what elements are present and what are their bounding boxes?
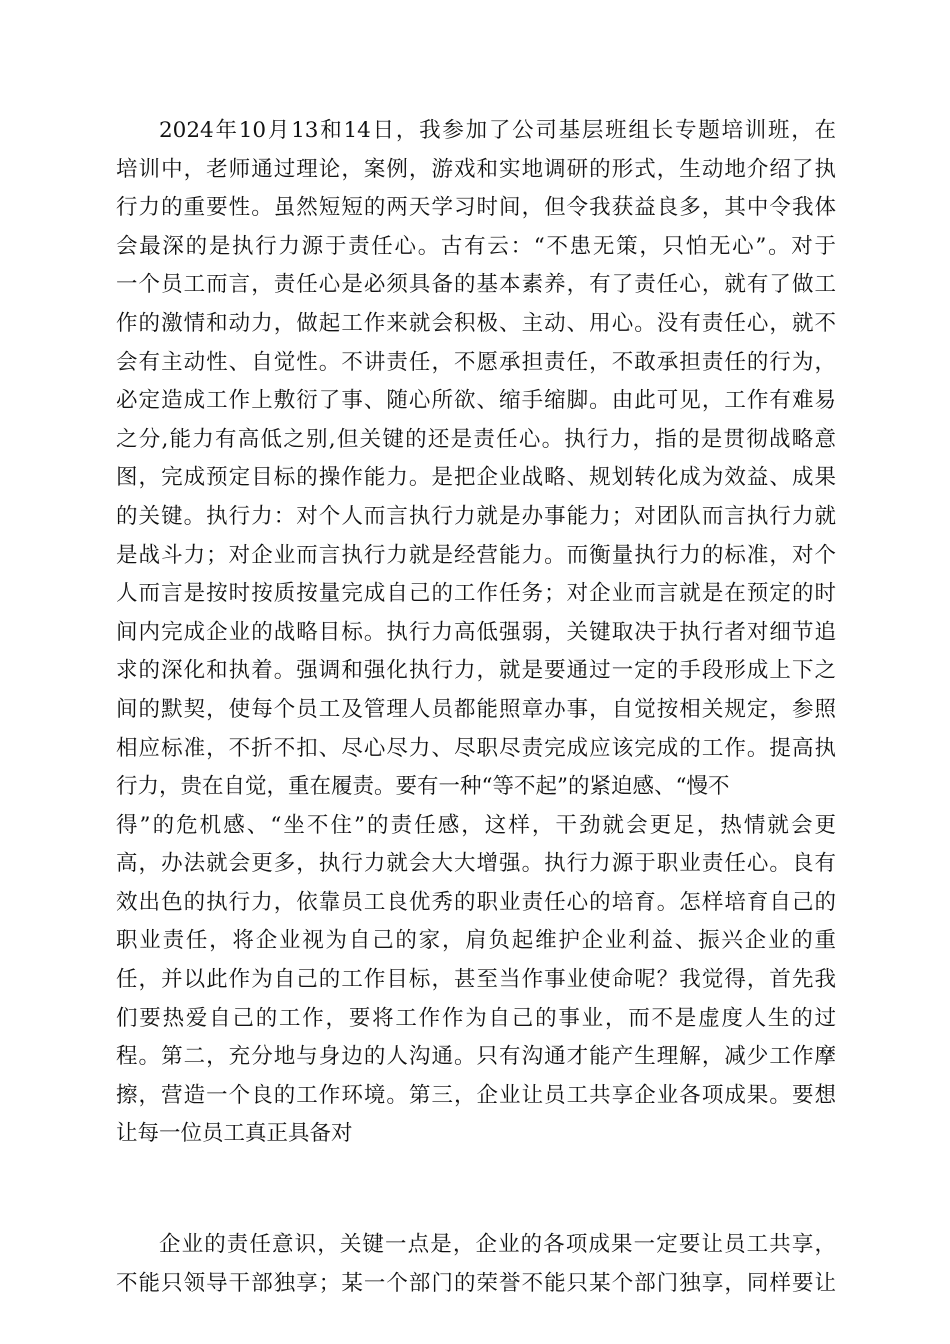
text-line: 擦，营造一个良的工作环境。第三，企业让员工共享企业各项成果。要想 — [116, 1082, 836, 1108]
text-line: 行力，贵在自觉，重在履责。要有一种“等不起”的紧迫感、“慢不 — [116, 774, 730, 800]
text-line: 职业责任，将企业视为自己的家，肩负起维护企业利益、振兴企业的重 — [116, 928, 836, 954]
text-line: 让每一位员工真正具备对 — [116, 1121, 353, 1147]
text-line: 高，办法就会更多，执行力就会大大增强。执行力源于职业责任心。良有 — [116, 851, 836, 877]
text-line: 任，并以此作为自己的工作目标，甚至当作事业使命呢？我觉得，首先我 — [116, 967, 836, 993]
text-line: 的关键。执行力：对个人而言执行力就是办事能力；对团队而言执行力就 — [116, 503, 836, 529]
text-line: 间内完成企业的战略目标。执行力高低强弱，关键取决于执行者对细节追 — [116, 619, 836, 645]
text-line: 间的默契，使每个员工及管理人员都能照章办事，自觉按相关规定，参照 — [116, 696, 836, 722]
text-line: 之分,能力有高低之别,但关键的还是责任心。执行力，指的是贯彻战略意 — [116, 426, 836, 452]
text-line: 会最深的是执行力源于责任心。古有云：“不患无策，只怕无心”。对于 — [116, 233, 836, 259]
text-line: 得”的危机感、“坐不住”的责任感，这样，干劲就会更足，热情就会更 — [116, 812, 836, 838]
paragraph-1 — [116, 112, 836, 1154]
text-line: 人而言是按时按质按量完成自己的工作任务；对企业而言就是在预定的时 — [116, 581, 836, 607]
text-line: 必定造成工作上敷衍了事、随心所欲、缩手缩脚。由此可见，工作有难易 — [116, 388, 836, 414]
text-line: 是战斗力；对企业而言执行力就是经营能力。而衡量执行力的标准，对个 — [116, 542, 836, 568]
text-line: 一个员工而言，责任心是必须具备的基本素养，有了责任心，就有了做工 — [116, 272, 836, 298]
text-line: 2024年10月13和14日，我参加了公司基层班组长专题培训班，在 — [159, 118, 836, 143]
text-line: 们要热爱自己的工作，要将工作作为自己的事业，而不是虚度人生的过 — [116, 1005, 836, 1031]
text-line: 效出色的执行力，依靠员工良优秀的职业责任心的培育。怎样培育自己的 — [116, 889, 836, 915]
text-line: 培训中，老师通过理论，案例，游戏和实地调研的形式，生动地介绍了执 — [116, 156, 836, 182]
text-line: 会有主动性、自觉性。不讲责任，不愿承担责任，不敢承担责任的行为， — [116, 349, 836, 375]
text-line: 图，完成预定目标的操作能力。是把企业战略、规划转化成为效益、成果 — [116, 465, 836, 491]
text-line: 不能只领导干部独享；某一个部门的荣誉不能只某个部门独享，同样要让 — [116, 1270, 836, 1296]
text-line: 行力的重要性。虽然短短的两天学习时间，但令我获益良多，其中令我体 — [116, 195, 836, 221]
text-line: 相应标准，不折不扣、尽心尽力、尽职尽责完成应该完成的工作。提高执 — [116, 735, 836, 761]
paragraph-2 — [116, 1226, 836, 1303]
text-line: 求的深化和执着。强调和强化执行力，就是要通过一定的手段形成上下之 — [116, 658, 836, 684]
text-line: 程。第二，充分地与身边的人沟通。只有沟通才能产生理解，减少工作摩 — [116, 1044, 836, 1070]
text-line: 企业的责任意识，关键一点是，企业的各项成果一定要让员工共享， — [159, 1232, 836, 1257]
text-line: 作的激情和动力，做起工作来就会积极、主动、用心。没有责任心，就不 — [116, 310, 836, 336]
